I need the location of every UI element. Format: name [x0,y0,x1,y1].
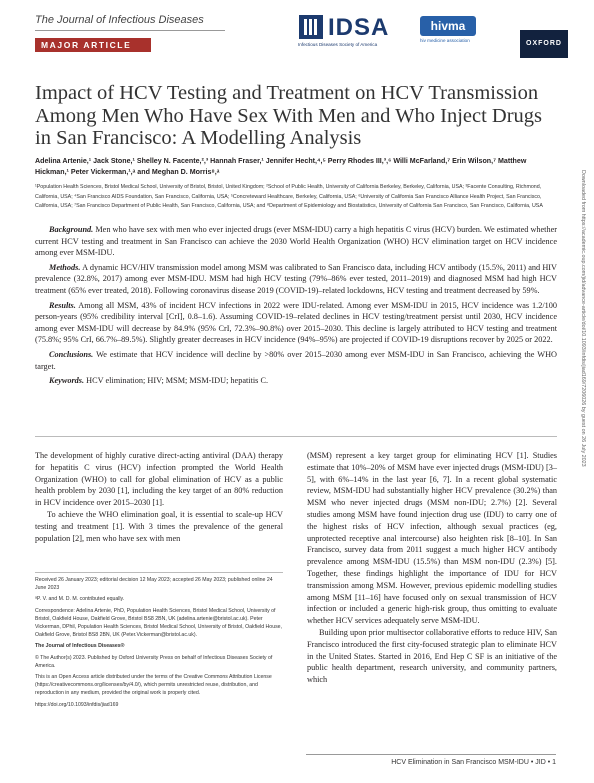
abstract-results-text: Among all MSM, 43% of incident HCV infections in 2022 were IDU-related. Among ever MSM-IDU in 2015, HCV incidence was 1.2/100 person-years (95% credibility interval [CrI], 0.8–1.6). Assuming COVID-19–related declines in HCV testing/treatment persist until 2030, HCV incidence among ever MSM-IDU will decrease by 84.9% (95% CrI, 72.3%–90.8%) over 2015–2030. This decline is largely attributed to HCV testing and treatment (75.8%; 95% CrI, 66.7%–89.5%). Slightly greater decreases in HCV incidence (94%–95%) are projected if COVID-19 disruptions recover by 2025 or 2022. [35,300,557,345]
abstract-methods-text: A dynamic HCV/HIV transmission model among MSM was calibrated to San Francisco data, including HCV antibody (15.5%, 2011) and HIV prevalence (32.8%, 2017) among ever MSM-IDU. MSM had high HCV testing (79%–86% ever tested, 2011–2019) and diagnosed MSM had high HCV treatment (65% ever treated, 2018). Following coronavirus disease 2019 (COVID-19)–related lockdowns, HCV testing and treatment decreased by 59%. [35,262,558,295]
body-paragraph: Building upon prior multisector collaborative efforts to reduce HIV, San Francisco introduced the first city-focused strategic plan to eliminate HCV in the United States. Started in 2016, End Hep C SF is an initiative of the public health department, research university, and community partners, which [307,627,557,685]
abstract-conclusions-label: Conclusions. [49,349,94,359]
abstract-background-text: Men who have sex with men who ever injected drugs (ever MSM-IDU) carry a high hepatitis C virus (HCV) burden. We estimated whether current HCV testing and treatment in San Francisco can achieve the 2030 World Health Organization (WHO) HCV elimination target on HCV incidence among ever MSM-IDU. [35,225,558,258]
body-paragraph: To achieve the WHO elimination goal, it is essential to scale-up HCV testing and treatment [1]. With 3 times the prevalence of the general population [2], men who have sex with men [35,509,283,543]
hivma-logo-text: hivma [420,16,476,36]
abstract-background [35,224,557,259]
footnote-divider [35,572,283,573]
keywords-text: HCV elimination; HIV; MSM; MSM-IDU; hepatitis C. [86,376,269,386]
abstract-background-label: Background. [49,225,94,234]
keywords [35,375,557,387]
idsa-logo [298,14,413,48]
correspondence: Correspondence: Adelina Artenie, PhD, Population Health Sciences, Bristol Medical School, University of Bristol, Oakfield House, Oakfield Grove, Bristol BS8 2BN, UK (adelina.artenie@bristol.ac.uk). Peter Vickerman, DPhil, Population Health Sciences, Bristol Medical School, University of Bristol, Oakfield House, Oakfield Grove, Bristol BS8 2BN, UK (Peter.Vickerman@bristol.ac.uk). [35,607,282,639]
keywords-label: Keywords. [49,376,85,386]
body-right-column [307,450,557,686]
equal-contribution-note: ᵃP. V. and M. D. M. contributed equally. [35,596,125,603]
doi-link[interactable]: https://doi.org/10.1093/infdis/jiad169 [35,701,119,708]
author-list: Adelina Artenie,¹ Jack Stone,¹ Shelley N. Facente,²,³ Hannah Fraser,¹ Jennifer Hecht,⁴,⁵ Perry Rhodes III,³,⁶ Willi McFarland,⁷ Erin Wilson,⁷ Matthew Hickman,¹ Peter Vickerman,¹,ᵃ and Meghan D. Morris⁸,ᵃ [35,157,527,176]
journal-name: The Journal of Infectious Diseases [35,14,204,26]
author-affiliations: ¹Population Health Sciences, Bristol Medical School, University of Bristol, Bristol, United Kingdom; ²School of Public Health, University of California Berkeley, Berkeley, California, USA; ³Facente Consulting, Richmond, California, USA; ⁴San Francisco AIDS Foundation, San Francisco, California, USA; ⁵Concreteward Healthcare, Berkeley, California, USA; ⁶University of California San Francisco Alliance Health Project, San Francisco, California, USA; ⁷San Francisco Department of Public Health, San Francisco, California, USA; and ⁸Department of Epidemiology and Biostatistics, University of California San Francisco, San Francisco, California, USA [35,184,543,209]
header-divider [35,30,225,31]
body-left-column [35,450,283,544]
copyright: © The Author(s) 2023. Published by Oxford University Press on behalf of Infectious Diseases Society of America. [35,654,273,669]
article-title: Impact of HCV Testing and Treatment on HCV Transmission Among Men Who Have Sex With Men and Who Inject Drugs in San Francisco: A Modelling Analysis [35,82,543,149]
abstract-results-label: Results. [49,300,76,310]
license: This is an Open Access article distributed under the terms of the Creative Commons Attribution License (https://creativecommons.org/licenses/by/4.0/), which permits unrestricted reuse, distribution, and reproduction in any medium, provided the original work is properly cited. [35,674,272,697]
received-dates: Received 26 January 2023; editorial decision 12 May 2023; accepted 26 May 2023; published online 24 June 2023 [35,577,273,592]
download-note-text: Downloaded from https://academic.oup.com/jid/advance-article/doi/10.1093/infdis/jiad169/7206026 by guest on 26 July 2023 [580,170,586,467]
abstract [35,224,557,387]
journal-line: The Journal of Infectious Diseases® [35,643,125,650]
abstract-results [35,300,557,346]
download-note [578,170,588,770]
idsa-logo-text: IDSA [328,14,390,41]
abstract-methods [35,262,557,297]
abstract-divider [35,436,557,437]
footer-divider [306,754,556,755]
hivma-logo [420,16,476,43]
running-footer: HCV Elimination in San Francisco MSM-IDU • JID • 1 [391,759,556,766]
abstract-methods-label: Methods. [49,262,81,272]
footnotes [35,576,283,712]
page-footer [391,759,556,766]
abstract-conclusions-text: We estimate that HCV incidence will decline by >80% over 2015–2030 among ever MSM-IDU in San Francisco, achieving the WHO target. [35,349,558,371]
body-paragraph: The development of highly curative direct-acting antiviral (DAA) therapy for hepatitis C virus (HCV) infection prompted the World Health Organization (WHO) to call for global elimination of HCV as a public health problem by 2030 [1], including the key target of an 80% reduction in HCV incidence over 2015–2030 [1]. [35,451,283,508]
idsa-emblem-icon [298,14,324,40]
abstract-conclusions [35,349,557,372]
body-paragraph: (MSM) represent a key target group for eliminating HCV [1]. Studies estimate that 10%–20% of MSM have ever injected drugs (MSM-IDU) [3–5], with 6%–14% in the last year [6, 7]. In a recent global systematic review, MSM-IDU had substantially higher HCV prevalence (30.2%) than MSM who never injected drugs (MSM non-IDU; 2.7%) [2]. Several studies among MSM have found injection drug use (IDU) to carry one of the highest risks of HCV infection, although sexual practices (eg, unprotected receptive anal intercourse) also heighten risk [8–10]. In San Francisco, survey data from 2011 suggest a much higher HCV antibody prevalence among MSM-IDU (15.5%) than MSM non-IDU (2.3%) [5]. Together, these findings highlight the importance of IDU for HCV transmission among MSM. However, previous epidemic modelling studies among MSM [11–16] have focused only on sexual transmission of HCV infection or included a generic high-risk group, thus omitting to evaluate whether HCV services adequately serve MSM-IDU. [307,451,557,626]
idsa-tagline: Infectious Diseases Society of America [298,42,378,47]
hivma-tagline: hiv medicine association [420,38,470,43]
article-type-banner: MAJOR ARTICLE [35,38,151,52]
oxford-logo: OXFORD [520,30,568,58]
